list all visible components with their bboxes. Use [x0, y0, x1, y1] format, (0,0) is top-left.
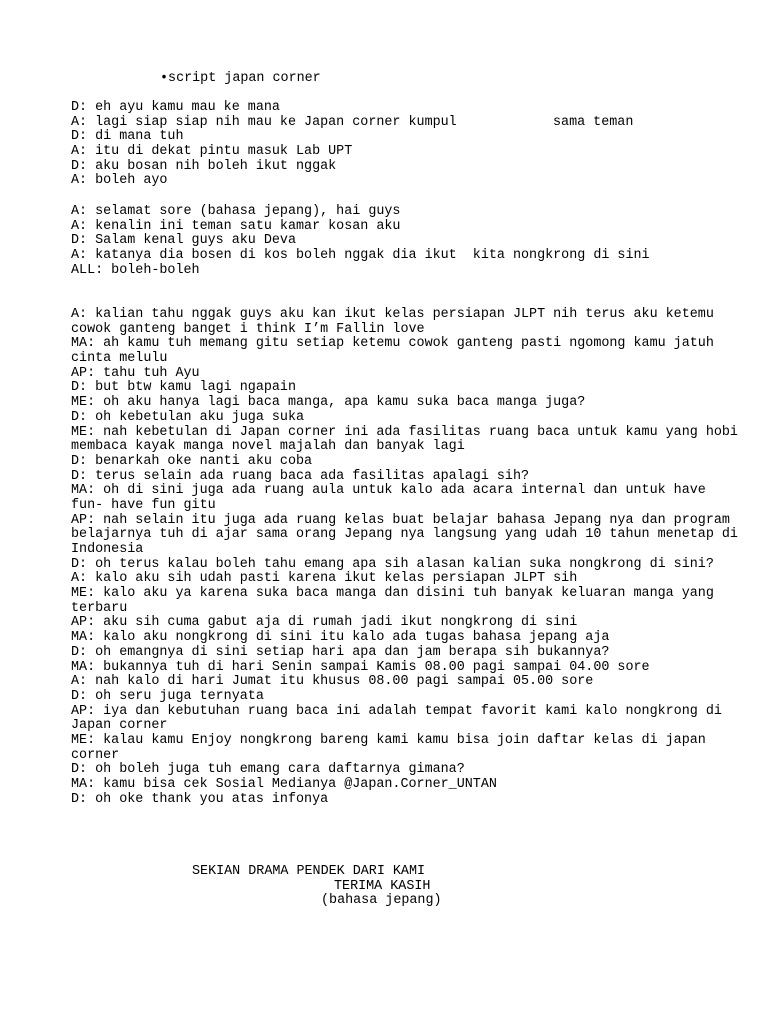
dialogue-line: ME: kalau kamu Enjoy nongkrong bareng kami kamu bisa join daftar kelas di japan — [71, 732, 706, 748]
closing-line-1: SEKIAN DRAMA PENDEK DARI KAMI — [192, 864, 426, 879]
dialogue-line: AP: aku sih cuma gabut aja di rumah jadi ikut nongkrong di sini — [71, 615, 578, 631]
dialogue-line: D: oh terus kalau boleh tahu emang apa sih alasan kalian suka nongkrong di sini? — [71, 556, 714, 572]
dialogue-line: D: oh oke thank you atas infonya — [71, 791, 329, 807]
dialogue-line: belajarnya tuh di ajar sama orang Jepang nya langsung yang udah 10 tahun menetap di — [71, 527, 738, 543]
dialogue-line: A: selamat sore (bahasa jepang), hai guys — [71, 204, 401, 219]
dialogue-line-tail: sama teman — [553, 115, 634, 130]
dialogue-line: ME: oh aku hanya lagi baca manga, apa kamu suka baca manga juga? — [71, 395, 586, 411]
dialogue-line: D: oh emangnya di sini setiap hari apa dan jam berapa sih bukannya? — [71, 644, 610, 660]
dialogue-line: MA: ah kamu tuh memang gitu setiap ketemu cowok ganteng pasti ngomong kamu jatuh — [71, 336, 714, 352]
dialogue-line: A: katanya dia bosen di kos boleh nggak dia ikut kita nongkrong di sini — [71, 248, 650, 264]
dialogue-line: corner — [71, 747, 120, 763]
dialogue-line: cowok ganteng banget i think I’m Fallin love — [71, 321, 425, 337]
dialogue-section-2 — [71, 205, 711, 278]
dialogue-line: Japan corner — [71, 718, 168, 734]
dialogue-line: D: oh kebetulan aku juga suka — [71, 409, 305, 425]
dialogue-line: D: Salam kenal guys aku Deva — [71, 233, 296, 249]
dialogue-line: A: kenalin ini teman satu kamar kosan aku — [71, 218, 401, 234]
dialogue-line: D: eh ayu kamu mau ke mana — [71, 100, 280, 115]
dialogue-line: D: di mana tuh — [71, 129, 184, 145]
closing-line-2: TERIMA KASIH — [334, 879, 431, 894]
dialogue-line: AP: iya dan kebutuhan ruang baca ini adalah tempat favorit kami kalo nongkrong di — [71, 703, 722, 719]
dialogue-line: cinta melulu — [71, 351, 168, 367]
dialogue-line: MA: bukannya tuh di hari Senin sampai Kamis 08.00 pagi sampai 04.00 sore — [71, 659, 650, 675]
dialogue-line: ME: nah kebetulan di Japan corner ini ada fasilitas ruang baca untuk kamu yang hobi — [71, 424, 738, 440]
document-title: •script japan corner — [160, 71, 321, 86]
closing-line-3: (bahasa jepang) — [321, 893, 442, 908]
dialogue-line: AP: tahu tuh Ayu — [71, 365, 200, 381]
dialogue-line: D: oh seru juga ternyata — [71, 688, 264, 704]
dialogue-line: A: kalo aku sih udah pasti karena ikut kelas persiapan JLPT sih — [71, 571, 578, 587]
dialogue-line: Indonesia — [71, 542, 144, 557]
dialogue-line: D: benarkah oke nanti aku coba — [71, 453, 313, 469]
dialogue-section-3 — [71, 307, 738, 807]
dialogue-line: MA: kalo aku nongkrong di sini itu kalo ada tugas bahasa jepang aja — [71, 630, 610, 646]
dialogue-line: MA: oh di sini juga ada ruang aula untuk kalo ada acara internal dan untuk have — [71, 483, 706, 499]
dialogue-line: AP: nah selain itu juga ada ruang kelas buat belajar bahasa Jepang nya dan program — [71, 512, 730, 528]
dialogue-line: D: aku bosan nih boleh ikut nggak — [71, 158, 337, 174]
dialogue-line: A: kalian tahu nggak guys aku kan ikut kelas persiapan JLPT nih terus aku ketemu — [71, 307, 714, 322]
dialogue-line: D: but btw kamu lagi ngapain — [71, 380, 296, 396]
dialogue-line: ALL: boleh-boleh — [71, 262, 200, 278]
dialogue-line: MA: kamu bisa cek Sosial Medianya @Japan.Corner_UNTAN — [71, 777, 497, 792]
dialogue-line: membaca kayak manga novel majalah dan banyak lagi — [71, 439, 465, 455]
dialogue-line: D: oh boleh juga tuh emang cara daftarnya gimana? — [71, 762, 465, 778]
dialogue-line: D: terus selain ada ruang baca ada fasilitas apalagi sih? — [71, 468, 530, 484]
dialogue-line: A: nah kalo di hari Jumat itu khusus 08.00 pagi sampai 05.00 sore — [71, 674, 594, 690]
dialogue-line: ME: kalo aku ya karena suka baca manga dan disini tuh banyak keluaran manga yang — [71, 586, 714, 602]
dialogue-line: A: itu di dekat pintu masuk Lab UPT — [71, 144, 353, 160]
dialogue-line: fun- have fun gitu — [71, 497, 216, 513]
dialogue-line: terbaru — [71, 600, 128, 616]
dialogue-line: A: lagi siap siap nih mau ke Japan corner kumpul — [71, 114, 457, 130]
dialogue-line: A: boleh ayo — [71, 173, 168, 189]
